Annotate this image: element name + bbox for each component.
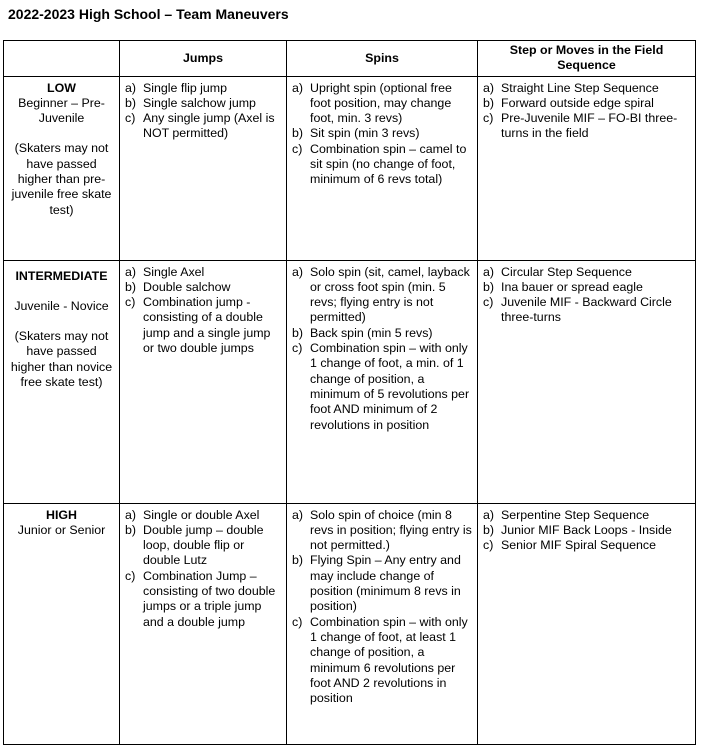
maneuvers-table — [3, 40, 696, 745]
item-marker: c) — [483, 111, 494, 126]
item-text: Juvenile MIF - Backward Circle three-turns — [501, 295, 672, 325]
item-marker: b) — [292, 553, 304, 568]
list-item — [483, 508, 690, 523]
list-item — [125, 523, 281, 569]
list-item — [292, 81, 472, 127]
item-text: Combination spin – camel to sit spin (no change of foot, minimum of 6 revs total) — [310, 141, 467, 187]
list-item — [292, 126, 472, 141]
list-item — [483, 538, 690, 553]
item-text: Junior MIF Back Loops - Inside — [501, 522, 672, 537]
item-marker: a) — [483, 264, 495, 279]
item-text: Combination Jump – consisting of two double jumps or a triple jump and a double jump — [143, 568, 276, 629]
list-item — [292, 341, 472, 433]
item-text: Combination jump - consisting of a double jump and a single jump or two double jumps — [143, 295, 271, 356]
item-text: Double jump – double loop, double flip or double Lutz — [143, 522, 264, 568]
level-cell — [4, 76, 120, 260]
jumps-cell — [120, 260, 287, 503]
level-note: (Skaters may not have passed higher than novice free skate test) — [10, 329, 113, 390]
item-marker: a) — [292, 507, 304, 522]
level-sub: Beginner – Pre-Juvenile — [18, 95, 105, 126]
level-sub: Juvenile - Novice — [14, 298, 109, 313]
item-text: Back spin (min 5 revs) — [310, 325, 433, 340]
table-row — [4, 503, 696, 744]
item-text: Any single jump (Axel is NOT permitted) — [143, 111, 275, 141]
jumps-cell — [120, 76, 287, 260]
item-text: Ina bauer or spread eagle — [501, 279, 643, 294]
table-row — [4, 76, 696, 260]
item-text: Pre-Juvenile MIF – FO-BI three-turns in the field — [501, 111, 678, 141]
item-marker: c) — [292, 341, 303, 356]
item-text: Single flip jump — [143, 80, 228, 95]
spins-cell — [287, 76, 478, 260]
item-marker: b) — [125, 522, 137, 537]
item-marker: a) — [483, 507, 495, 522]
item-marker: a) — [292, 80, 304, 95]
header-jumps: Jumps — [120, 41, 287, 77]
list-item — [125, 295, 281, 356]
item-marker: a) — [483, 80, 495, 95]
item-marker: c) — [483, 295, 494, 310]
list-item — [125, 96, 281, 111]
item-text: Solo spin of choice (min 8 revs in position; flying entry is not permitted.) — [310, 507, 472, 553]
list-item — [483, 523, 690, 538]
item-marker: b) — [483, 279, 495, 294]
list-item — [292, 142, 472, 188]
list-item — [483, 81, 690, 96]
list-item — [125, 111, 281, 142]
header-spins: Spins — [287, 41, 478, 77]
item-text: Single or double Axel — [143, 507, 260, 522]
item-text: Circular Step Sequence — [501, 264, 632, 279]
item-marker: a) — [292, 264, 304, 279]
item-marker: b) — [292, 325, 304, 340]
item-marker: c) — [125, 295, 136, 310]
list-item — [292, 615, 472, 707]
level-sub: Junior or Senior — [17, 522, 106, 537]
list-item — [125, 569, 281, 630]
list-item — [125, 265, 281, 280]
item-marker: c) — [483, 538, 494, 553]
header-row — [4, 41, 696, 77]
jumps-cell — [120, 503, 287, 744]
item-marker: c) — [292, 141, 303, 156]
item-text: Solo spin (sit, camel, layback or cross foot spin (min. 5 revs; flying entry is not permitted) — [310, 264, 470, 325]
header-step: Step or Moves in the Field Sequence — [478, 41, 696, 77]
page-title: 2022-2023 High School – Team Maneuvers — [8, 6, 289, 22]
item-text: Forward outside edge spiral — [501, 95, 654, 110]
item-text: Combination spin – with only 1 change of foot, a min. of 1 change of position, a minimum of 5 revolutions per foot AND minimum of 2 revolutions in position — [310, 341, 470, 432]
list-item — [125, 508, 281, 523]
item-marker: c) — [125, 111, 136, 126]
step-cell — [478, 76, 696, 260]
spins-cell — [287, 260, 478, 503]
list-item — [483, 111, 690, 142]
level-name: LOW — [47, 80, 76, 95]
level-cell — [4, 503, 120, 744]
list-item — [292, 508, 472, 554]
list-item — [125, 81, 281, 96]
level-name: INTERMEDIATE — [15, 268, 108, 283]
item-marker: a) — [125, 264, 137, 279]
level-cell — [4, 260, 120, 503]
list-item — [292, 553, 472, 614]
item-marker: b) — [483, 522, 495, 537]
item-marker: a) — [125, 507, 137, 522]
list-item — [483, 265, 690, 280]
level-note: (Skaters may not have passed higher than pre-juvenile free skate test) — [11, 141, 112, 217]
item-text: Serpentine Step Sequence — [501, 507, 650, 522]
item-marker: b) — [292, 126, 304, 141]
item-marker: c) — [292, 614, 303, 629]
item-marker: b) — [125, 279, 137, 294]
list-item — [125, 280, 281, 295]
item-marker: c) — [125, 568, 136, 583]
list-item — [483, 295, 690, 326]
step-cell — [478, 260, 696, 503]
item-text: Upright spin (optional free foot position, may change foot, min. 3 revs) — [310, 80, 452, 126]
level-name: HIGH — [46, 507, 77, 522]
item-text: Single salchow jump — [143, 95, 256, 110]
list-item — [292, 265, 472, 326]
list-item — [292, 326, 472, 341]
item-text: Sit spin (min 3 revs) — [310, 126, 420, 141]
list-item — [483, 280, 690, 295]
header-level — [4, 41, 120, 77]
item-text: Senior MIF Spiral Sequence — [501, 538, 656, 553]
step-cell — [478, 503, 696, 744]
item-marker: a) — [125, 80, 137, 95]
spins-cell — [287, 503, 478, 744]
item-text: Combination spin – with only 1 change of foot, at least 1 change of position, a minimum 6 revolutions per foot AND 2 revolutions in position — [310, 614, 468, 706]
item-text: Straight Line Step Sequence — [501, 80, 659, 95]
table-row — [4, 260, 696, 503]
item-text: Double salchow — [143, 279, 231, 294]
item-marker: b) — [125, 95, 137, 110]
item-marker: b) — [483, 95, 495, 110]
item-text: Flying Spin – Any entry and may include change of position (minimum 8 revs in position) — [310, 553, 461, 614]
item-text: Single Axel — [143, 264, 205, 279]
list-item — [483, 96, 690, 111]
